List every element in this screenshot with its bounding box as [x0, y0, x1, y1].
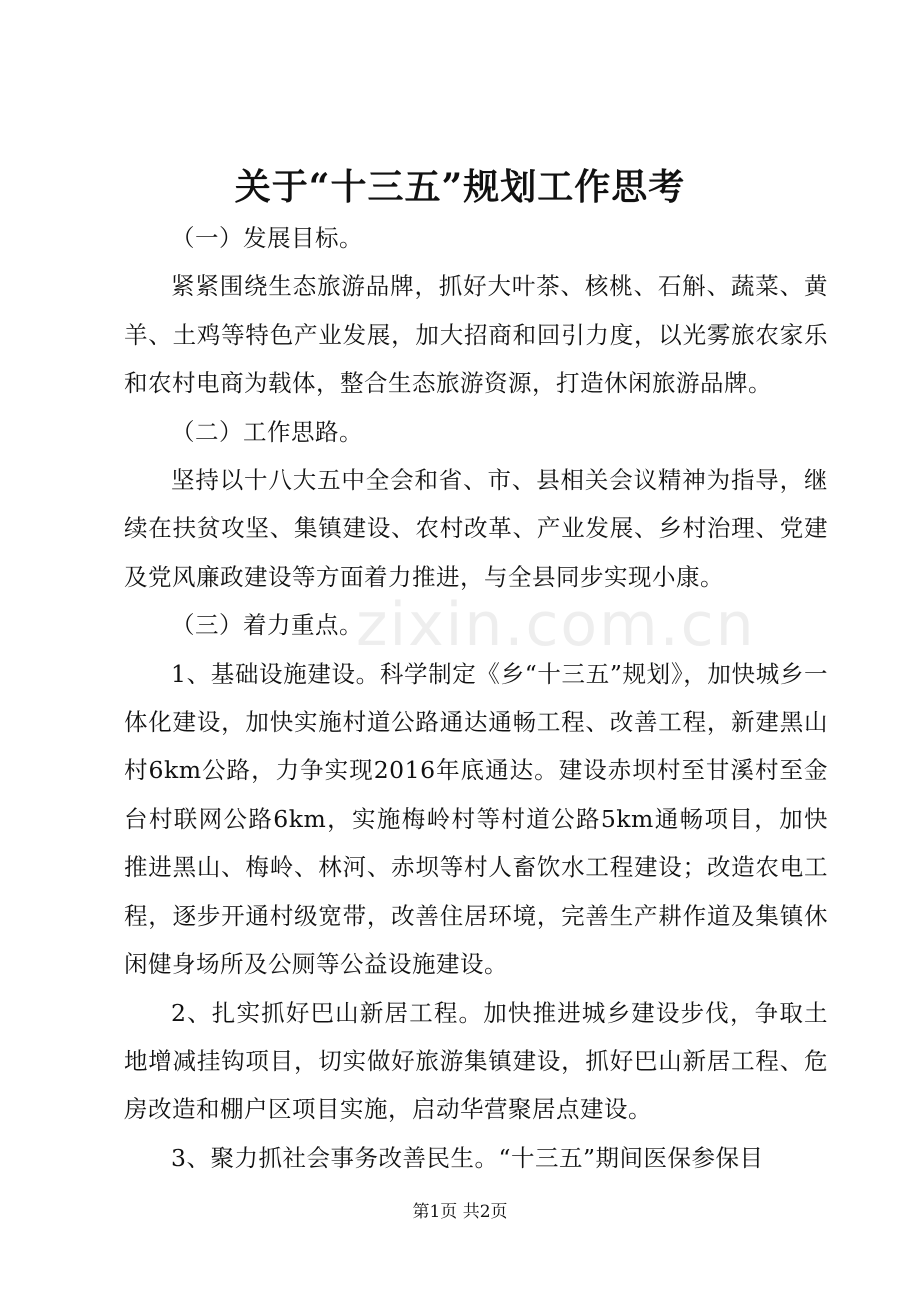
document-body — [124, 214, 828, 1182]
paragraph-heading-2: （二）工作思路。 — [171, 417, 363, 446]
watermark: zixin.com.cn — [356, 590, 756, 660]
paragraph-social-affairs: 3、聚力抓社会事务改善民生。“十三五”期间医保参保目 — [171, 1143, 764, 1172]
document-title: 关于“十三五”规划工作思考 — [234, 166, 686, 208]
paragraph-infrastructure: 1、基础设施建设。科学制定《乡“十三五”规划》，加快城乡一体化建设，加快实施村道公路通达通畅工程、改善工程，新建黑山村6km公路，力争实现2016年底通达。建设赤坝村至甘溪村至金台村联网公路6km，实施梅岭村等村道公路5km通畅项目，加快推进黑山、梅岭、林河、赤坝等村人畜饮水工程建设；改造农电工程，逐步开通村级宽带，改善住居环境，完善生产耕作道及集镇休闲健身场所及公厕等公益设施建设。 — [124, 659, 828, 979]
paragraph-heading-1: （一）发展目标。 — [171, 224, 363, 252]
paragraph-heading-3: （三）着力重点。 — [171, 611, 363, 640]
paragraph-housing: 2、扎实抓好巴山新居工程。加快推进城乡建设步伐，争取土地增减挂钩项目，切实做好旅游集镇建设，抓好巴山新居工程、危房改造和棚户区项目实施，启动华营聚居点建设。 — [124, 998, 828, 1124]
paragraph-goals: 紧紧围绕生态旅游品牌，抓好大叶茶、核桃、石斛、蔬菜、黄羊、土鸡等特色产业发展，加大招商和回引力度，以光雾旅农家乐和农村电商为载体，整合生态旅游资源，打造休闲旅游品牌。 — [124, 272, 828, 398]
paragraph-approach: 坚持以十八大五中全会和省、市、县相关会议精神为指导，继续在扶贫攻坚、集镇建设、农村改革、产业发展、乡村治理、党建及党风廉政建设等方面着力推进，与全县同步实现小康。 — [124, 466, 828, 591]
page-footer: 第1页 共2页 — [412, 1202, 508, 1222]
